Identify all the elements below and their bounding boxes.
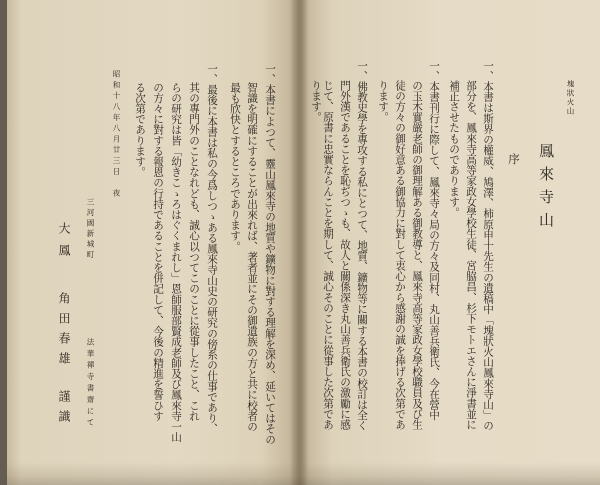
date-line: 昭和十八年八月廿三日 夜 [112,70,121,200]
text-column: 智識を明確にすることが出來れば、著者並にその御遺族の方と共に校者の [246,82,258,432]
text-column: 一、本書は斯界の權威、鳩澤、柿原申十先生の遺稿中「塊狀火山鳳來寺山」の [482,60,494,431]
text-column: 門外漢であることを恥ぢつゝも、故人と關係深き丸山善兵衛氏の激勵に感 [339,80,351,430]
running-head: 塊狀火山 [566,80,575,116]
place-line: 三河國新城町 [86,198,95,261]
text-column: ります。 [377,80,389,123]
text-column: の玉木實嚴老師の御理解ある御教導と、鳳來寺高等家政女學校職員及び生 [411,80,423,430]
book-spine [290,0,308,485]
text-column: 部分を、鳳來寺高等家政女學校生徒、宮脇昌、杉下モトエさんに淨書並に [465,80,477,430]
text-column: 一、佛教史學を專攻する私にとつて、地質、鑛物等に關する本書の校訂は全く [356,60,368,431]
text-column: ります。 [310,80,322,123]
text-column: る次第であります。 [134,82,146,178]
text-column: 一、本書によつて、靈山鳳來寺の地質や鑛物に對する理解を深め、延いてはその [264,63,276,445]
text-column: 一、本書刊行に際して、鳳來寺々局の方々及同村、丸山善兵衛氏、今在營中 [428,60,440,421]
text-column: 一、最後に本書は私の今爲しつゝある鳳來寺山史の研究の傍系の仕事であり、 [206,63,218,434]
text-column: 其の專門外のことなれども、誠心以つてこのことに從事したこと、これ [188,82,200,422]
page-title: 鳳來寺山 [537,143,555,235]
author-name: 角田春雄 [57,292,71,372]
text-column: らの研究は皆「幼きこゝろはぐくまれし」恩師服部賢成老師及び鳳來寺一山 [170,82,182,443]
text-column: 最も欣快とするところであります。 [229,82,241,252]
text-column: の方々に對する報恩の行持であることを併記して、今後の精進を誓ひす [152,82,164,422]
text-column: 補正させたものであります。 [448,80,460,218]
signature-prefix: 大鳳 [57,222,71,266]
text-column: 徒の方々の御好意ある御協力に對して衷心から感謝の誠を捧げる次第であ [394,80,406,430]
page-bottom-edge [7,462,600,485]
closing-word: 謹識 [57,390,71,430]
study-line: 法華禪寺書齋にて [86,338,95,430]
preface-heading: 序 [507,153,521,165]
text-column: じて、原書に忠實ならんことを期して、誠心そのことに從事した次第であ [322,80,334,430]
